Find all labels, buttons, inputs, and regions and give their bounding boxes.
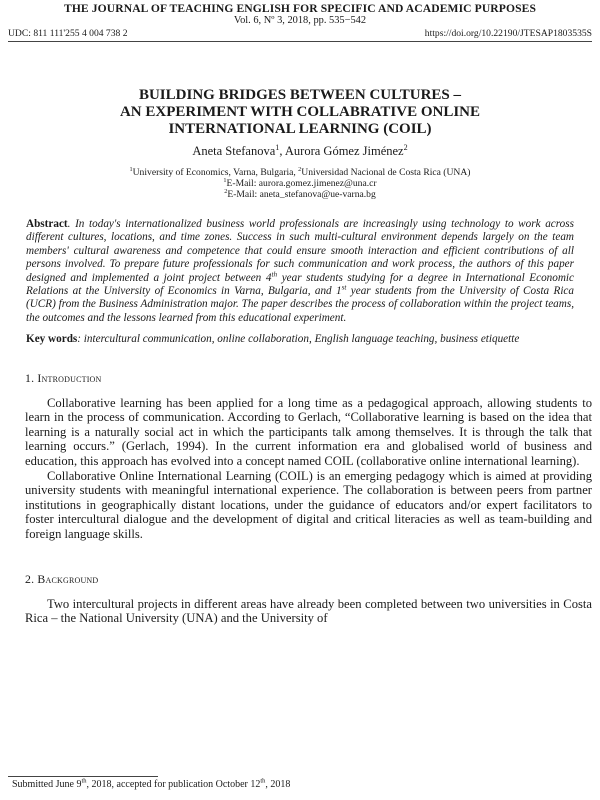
section-2-paragraph-1: Two intercultural projects in different areas have already been completed between two universities in Costa Rica – the National University (UNA) and the University of xyxy=(25,596,592,626)
email-line-2 xyxy=(8,189,592,200)
footer-text-3: , 2018 xyxy=(265,779,291,790)
email-line-1 xyxy=(8,178,592,189)
keywords-label: Key words xyxy=(26,333,78,346)
abstract-sup-1: th xyxy=(271,269,278,278)
section-1-paragraph-1: Collaborative learning has been applied for a long time as a pedagogical approach, allowing students to learn in the process of communication. According to Gerlach, “Collaborative learning is based on the idea that learning is a naturally social act in which the participants talk among themselves. It is through the talk that learning occurs.” (Gerlach, 1994). In the current information era and globalised world of business and education, this approach has evolved into a concept named COIL (collaborative online international learning). xyxy=(25,395,592,469)
section-1-heading xyxy=(8,371,592,386)
author-2: Aurora Gómez Jiménez xyxy=(284,144,404,158)
affiliation-1: University of Economics, Varna, Bulgaria, xyxy=(132,167,299,178)
journal-header xyxy=(8,0,592,42)
footer-text-1: Submitted June 9 xyxy=(12,779,82,790)
email-1-sup: 1 xyxy=(223,176,227,184)
keywords xyxy=(26,333,574,346)
author-separator: , xyxy=(279,144,285,158)
meta-row xyxy=(8,28,592,39)
email-2[interactable]: E-Mail: aneta_stefanova@ue-varna.bg xyxy=(227,189,376,200)
abstract-text-3: year students from the University of Costa Rica (UCR) from the Business Administration major. The paper describes the process of collaboration within the project teams, the outcomes and the lessons learned from this educational experiment. xyxy=(26,285,574,324)
footer-sup-2: th xyxy=(260,777,266,785)
section-2-heading xyxy=(8,572,592,587)
author-1: Aneta Stefanova xyxy=(192,144,276,158)
affiliations xyxy=(8,167,592,200)
journal-title: THE JOURNAL OF TEACHING ENGLISH FOR SPECIFIC AND ACADEMIC PURPOSES xyxy=(63,2,537,15)
keywords-text: : intercultural communication, online collaboration, English language teaching, business etiquette xyxy=(77,333,520,346)
udc-code: UDC: 811 111'255 4 004 738 2 xyxy=(8,28,128,39)
section-1-paragraph-2: Collaborative Online International Learning (COIL) is an emerging pedagogy which is aimed at providing university students with meaningful international experience. The collaboration is between peers from partner institutions in geographically distant locations, under the guidance of educators and/or expert facilitators to foster intercultural dialogue and the development of digital and critical literacies as well as team-building and foreign language skills. xyxy=(25,468,592,541)
author-1-sup: 1 xyxy=(275,142,280,152)
section-2-number: 2. xyxy=(25,571,38,586)
title-line-1: BUILDING BRIDGES BETWEEN CULTURES – xyxy=(138,87,462,103)
footer-text-2: , 2018, accepted for publication October 12 xyxy=(86,779,261,790)
authors xyxy=(8,144,592,159)
section-2-title: Background xyxy=(37,571,99,586)
affiliation-2: Universidad Nacional de Costa Rica (UNA) xyxy=(301,167,471,178)
email-1[interactable]: E-Mail: aurora.gomez.jimenez@una.cr xyxy=(226,178,377,189)
title-line-2: AN EXPERIMENT WITH COLLABRATIVE ONLINE xyxy=(119,104,481,120)
section-1-title: Introduction xyxy=(37,370,102,385)
abstract xyxy=(26,218,574,325)
journal-volume: Vol. 6, Nº 3, 2018, pp. 535−542 xyxy=(233,15,367,26)
footer xyxy=(8,776,592,791)
email-2-sup: 2 xyxy=(224,187,228,195)
affiliation-line xyxy=(8,167,592,178)
affil-sup-2: 2 xyxy=(298,165,302,173)
paper-title xyxy=(8,87,592,138)
author-2-sup: 2 xyxy=(403,142,408,152)
section-1-number: 1. xyxy=(25,370,38,385)
footer-sup-1: th xyxy=(81,777,87,785)
title-line-3: INTERNATIONAL LEARNING (COIL) xyxy=(168,121,432,137)
header-rule xyxy=(8,41,592,42)
abstract-text-1: . In today's internationalized business world professionals are increasingly using technology to work across different cultures, locations, and time zones. Success in such multi-cultural environment depends largely on the team members' cultural awareness and competence that could ensure smooth interaction and efficient contributions of all persons involved. To prepare future professionals for such communication and work process, the authors of this paper designed and implemented a joint project between 4 xyxy=(26,218,574,284)
abstract-text-2: year students studying for a degree in International Economic Relations at the University of Economics in Varna, Bulgaria, and 1 xyxy=(26,271,574,298)
affil-sup-1: 1 xyxy=(129,165,133,173)
abstract-sup-2: st xyxy=(341,283,347,292)
abstract-label: Abstract xyxy=(26,218,68,230)
submission-note xyxy=(8,779,592,791)
doi-link[interactable]: https://doi.org/10.22190/JTESAP1803535S xyxy=(424,28,592,39)
